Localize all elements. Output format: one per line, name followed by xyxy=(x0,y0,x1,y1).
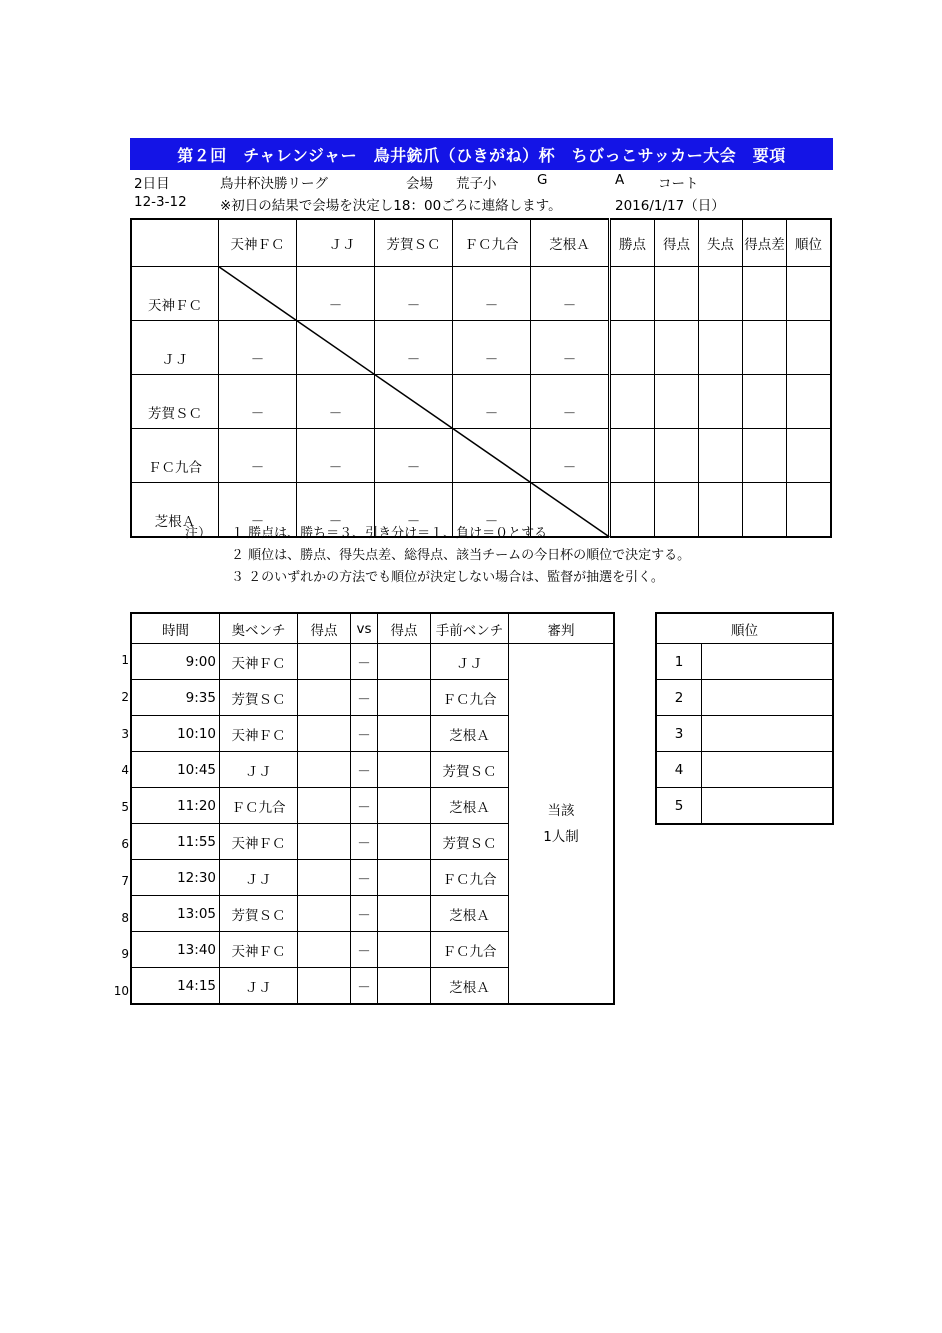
match-away-team: ＦＣ九合 xyxy=(431,680,509,716)
league-result-cell: － xyxy=(219,375,297,429)
league-row-label: ＪＪ xyxy=(131,321,219,375)
league-row-label: 天神ＦＣ xyxy=(131,267,219,321)
document-title: 第２回 チャレンジャー 鳥井銃爪（ひきがね）杯 ちびっこサッカー大会 要項 xyxy=(130,138,833,170)
match-away-team: 芳賀ＳＣ xyxy=(431,752,509,788)
league-stat-cell xyxy=(743,321,787,375)
match-vs: － xyxy=(351,860,378,896)
match-home-score xyxy=(298,644,351,680)
rank-number: 3 xyxy=(656,716,702,752)
note-line-3: ３ ２のいずれかの方法でも順位が決定しない場合は、監督が抽選を引く。 xyxy=(231,570,664,585)
match-time: 9:35 xyxy=(131,680,220,716)
match-time: 9:00 xyxy=(131,644,220,680)
referee-cell xyxy=(509,644,615,1005)
league-stat-cell xyxy=(655,483,699,538)
match-away-score xyxy=(378,896,431,932)
league-result-cell: － xyxy=(531,429,610,483)
header-home: 奥ベンチ xyxy=(220,613,298,644)
league-stat-header: 失点 xyxy=(699,219,743,267)
match-away-team: 芳賀ＳＣ xyxy=(431,824,509,860)
match-home-team: 芳賀ＳＣ xyxy=(220,896,298,932)
match-home-team: 天神ＦＣ xyxy=(220,644,298,680)
league-stat-cell xyxy=(743,375,787,429)
match-time: 10:10 xyxy=(131,716,220,752)
match-number: 6 xyxy=(121,837,129,851)
notes-label: 注） xyxy=(185,526,212,541)
match-vs: － xyxy=(351,680,378,716)
league-result-cell: － xyxy=(453,321,531,375)
ranking-row xyxy=(656,788,833,825)
league-stat-cell xyxy=(787,429,832,483)
league-result-cell: － xyxy=(297,375,375,429)
rank-team-cell xyxy=(702,680,834,716)
league-result-cell: － xyxy=(453,267,531,321)
match-number: 2 xyxy=(121,689,129,704)
match-home-score xyxy=(298,860,351,896)
match-home-team: ＪＪ xyxy=(220,968,298,1005)
league-result-cell: － xyxy=(375,429,453,483)
league-result-cell: － xyxy=(453,375,531,429)
league-col-header: 天神ＦＣ xyxy=(219,219,297,267)
league-stat-cell xyxy=(655,267,699,321)
match-vs: － xyxy=(351,968,378,1005)
court-label: コート xyxy=(658,176,699,192)
match-home-score xyxy=(298,752,351,788)
venue-label: 会場 xyxy=(406,176,433,192)
match-number: 10 xyxy=(113,984,129,999)
match-home-team: 芳賀ＳＣ xyxy=(220,680,298,716)
match-away-score xyxy=(378,644,431,680)
match-vs: － xyxy=(351,824,378,860)
rank-number: 1 xyxy=(656,644,702,680)
ranking-row xyxy=(656,644,833,680)
court-id: A xyxy=(615,172,625,188)
referee-text-1: 当該 xyxy=(547,802,575,819)
rank-team-cell xyxy=(702,752,834,788)
match-home-team: 天神ＦＣ xyxy=(220,716,298,752)
league-result-cell: － xyxy=(453,483,531,538)
match-away-score xyxy=(378,824,431,860)
match-time: 12:30 xyxy=(131,860,220,896)
match-away-score xyxy=(378,680,431,716)
league-stat-cell xyxy=(699,375,743,429)
league-col-header: 芝根Ａ xyxy=(531,219,610,267)
match-away-score xyxy=(378,752,431,788)
league-stat-header: 得点 xyxy=(655,219,699,267)
header-time: 時間 xyxy=(131,613,220,644)
rank-team-cell xyxy=(702,716,834,752)
event-code: 12-3-12 xyxy=(134,194,187,210)
match-away-team: 芝根Ａ xyxy=(431,896,509,932)
header-score-away: 得点 xyxy=(378,613,431,644)
match-away-score xyxy=(378,788,431,824)
league-stat-cell xyxy=(743,267,787,321)
header-score-home: 得点 xyxy=(298,613,351,644)
match-away-score xyxy=(378,716,431,752)
league-stat-cell xyxy=(699,429,743,483)
match-away-team: 芝根Ａ xyxy=(431,716,509,752)
league-stat-header: 順位 xyxy=(787,219,832,267)
league-stat-cell xyxy=(787,321,832,375)
match-away-score xyxy=(378,860,431,896)
match-away-team: ＦＣ九合 xyxy=(431,932,509,968)
rank-number: 2 xyxy=(656,680,702,716)
league-stat-cell xyxy=(699,483,743,538)
league-result-cell: － xyxy=(297,483,375,538)
league-stat-header: 勝点 xyxy=(610,219,655,267)
match-vs: － xyxy=(351,644,378,680)
match-number: 9 xyxy=(121,947,129,962)
ranking-row xyxy=(656,752,833,788)
match-vs: － xyxy=(351,932,378,968)
league-stat-cell xyxy=(699,321,743,375)
day-label: 2日目 xyxy=(134,176,170,192)
match-number: 1 xyxy=(121,653,129,667)
note-line-1: １ 勝点は、勝ち＝３、引き分け＝１、負け＝０とする xyxy=(231,526,548,541)
match-away-score xyxy=(378,968,431,1005)
match-home-team: ＪＪ xyxy=(220,752,298,788)
league-stat-header: 得点差 xyxy=(743,219,787,267)
match-time: 11:55 xyxy=(131,824,220,860)
league-result-cell: － xyxy=(375,483,453,538)
league-stat-cell xyxy=(655,375,699,429)
match-number: 7 xyxy=(121,873,129,888)
rank-team-cell xyxy=(702,788,834,825)
ranking-row xyxy=(656,680,833,716)
ranking-row xyxy=(656,716,833,752)
match-time: 11:20 xyxy=(131,788,220,824)
league-stat-cell xyxy=(743,429,787,483)
league-result-cell: － xyxy=(375,321,453,375)
match-home-team: 天神ＦＣ xyxy=(220,824,298,860)
league-result-cell: － xyxy=(375,267,453,321)
referee-text-2: 1人制 xyxy=(543,828,579,845)
league-result-cell: － xyxy=(219,429,297,483)
match-number: 8 xyxy=(121,910,129,925)
league-diagonal xyxy=(130,218,630,518)
league-stat-cell xyxy=(655,429,699,483)
league-stat-cell xyxy=(699,267,743,321)
league-stat-cell xyxy=(787,483,832,538)
match-home-score xyxy=(298,896,351,932)
match-time: 13:05 xyxy=(131,896,220,932)
league-col-header: 芳賀ＳＣ xyxy=(375,219,453,267)
match-time: 10:45 xyxy=(131,752,220,788)
ranking-header-row xyxy=(656,613,833,644)
match-time: 13:40 xyxy=(131,932,220,968)
rank-number: 5 xyxy=(656,788,702,825)
league-stat-cell xyxy=(655,321,699,375)
match-number: 4 xyxy=(121,763,129,778)
league-result-cell: － xyxy=(219,483,297,538)
header-referee: 審判 xyxy=(509,613,615,644)
match-time: 14:15 xyxy=(131,968,220,1005)
league-name: 鳥井杯決勝リーグ xyxy=(220,176,328,192)
match-away-team: 芝根Ａ xyxy=(431,788,509,824)
match-away-score xyxy=(378,932,431,968)
league-result-cell: － xyxy=(297,267,375,321)
league-result-cell: － xyxy=(297,429,375,483)
league-col-header: ＪＪ xyxy=(297,219,375,267)
league-col-header: ＦＣ九合 xyxy=(453,219,531,267)
league-result-cell: － xyxy=(531,321,610,375)
match-vs: － xyxy=(351,752,378,788)
league-result-cell: － xyxy=(531,267,610,321)
venue-name: 荒子小 xyxy=(456,176,497,192)
schedule-table xyxy=(130,612,615,1005)
note-line-2: ２ 順位は、勝点、得失点差、総得点、該当チームの今日杯の順位で決定する。 xyxy=(231,548,691,563)
match-number: 3 xyxy=(121,726,129,741)
venue-notice: ※初日の結果で会場を決定し18：00ごろに連絡します。 xyxy=(220,198,562,214)
match-vs: － xyxy=(351,716,378,752)
rank-team-cell xyxy=(702,644,834,680)
match-number: 5 xyxy=(121,800,129,815)
match-home-team: ＦＣ九合 xyxy=(220,788,298,824)
league-row-label: 芝根Ａ xyxy=(131,483,219,538)
league-result-cell: － xyxy=(219,321,297,375)
match-vs: － xyxy=(351,788,378,824)
diagonal-line xyxy=(219,267,610,538)
ranking-table xyxy=(655,612,834,825)
match-row xyxy=(131,644,614,680)
schedule-header-row xyxy=(131,613,614,644)
league-result-cell: － xyxy=(531,375,610,429)
rank-number: 4 xyxy=(656,752,702,788)
match-home-score xyxy=(298,788,351,824)
header-away: 手前ベンチ xyxy=(431,613,509,644)
league-stat-cell xyxy=(787,375,832,429)
league-row-label: 芳賀ＳＣ xyxy=(131,375,219,429)
header-vs: vs xyxy=(351,613,378,644)
match-home-team: 天神ＦＣ xyxy=(220,932,298,968)
match-away-team: ＪＪ xyxy=(431,644,509,680)
match-home-score xyxy=(298,680,351,716)
match-home-score xyxy=(298,716,351,752)
match-away-team: 芝根Ａ xyxy=(431,968,509,1005)
match-away-team: ＦＣ九合 xyxy=(431,860,509,896)
league-stat-cell xyxy=(787,267,832,321)
ranking-header: 順位 xyxy=(656,613,833,644)
match-home-score xyxy=(298,932,351,968)
event-date: 2016/1/17（日） xyxy=(615,198,725,214)
league-row-label: ＦＣ九合 xyxy=(131,429,219,483)
match-home-team: ＪＪ xyxy=(220,860,298,896)
court-letter: G xyxy=(537,172,548,188)
match-home-score xyxy=(298,968,351,1005)
league-stat-cell xyxy=(743,483,787,538)
match-vs: － xyxy=(351,896,378,932)
match-home-score xyxy=(298,824,351,860)
